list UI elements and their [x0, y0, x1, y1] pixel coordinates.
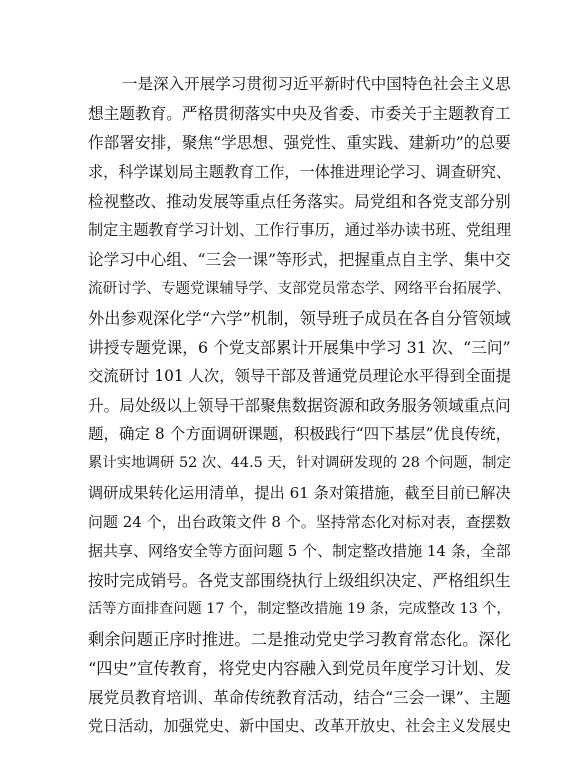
text-line: 据共享、网络安全等方面问题 5 个、制定整改措施 14 条，全部 [88, 542, 511, 560]
text-line: 讲授专题党课，6 个党支部累计开展集中学习 31 次、“三问” [88, 337, 511, 357]
text-line: 流研讨学、专题党课辅导学、支部党员常态学、网络平台拓展学、 [88, 280, 511, 298]
body-paragraph [88, 70, 513, 741]
text-line: 求，科学谋划局主题教育工作，一体推进理论学习、调查研究、 [88, 162, 512, 181]
text-line: 累计实地调研 52 次、44.5 天，针对调研发现的 28 个问题，制定 [88, 455, 511, 472]
text-line: “四史”宣传教育，将党史内容融入到党员年度学习计划、发 [88, 658, 511, 678]
text-line: 外出参观深化学“六学”机制，领导班子成员在各自分管领域 [88, 308, 511, 328]
text-line: 制定主题教育学习计划、工作行事历，通过举办读书班、党组理 [88, 220, 512, 239]
text-line: 党日活动，加强党史、新中国史、改革开放史、社会主义发展史 [88, 717, 512, 736]
text-line: 升。局处级以上领导干部聚焦数据资源和政务服务领域重点问 [88, 396, 511, 416]
text-line: 交流研讨 101 人次，领导干部及普通党员理论水平得到全面提 [88, 366, 512, 385]
text-line: 活等方面排查问题 17 个，制定整改措施 19 条，完成整改 13 个， [88, 601, 511, 618]
text-line: 按时完成销号。各党支部围绕执行上级组织决定、严格组织生 [88, 571, 511, 591]
text-line: 展党员教育培训、革命传统教育活动，结合“三会一课”、主题 [88, 687, 511, 707]
text-line: 调研成果转化运用清单，提出 61 条对策措施，截至目前已解决 [88, 483, 511, 502]
text-line: 一是深入开展学习贯彻习近平新时代中国特色社会主义思 [122, 75, 511, 93]
text-line: 问题 24 个，出台政策文件 8 个。坚持常态化对标对表，查摆数 [88, 512, 511, 531]
text-line: 剩余问题正序时推进。二是推动党史学习教育常态化。深化 [88, 629, 511, 649]
text-line: 题，确定 8 个方面调研课题，积极践行“四下基层”优良传统， [88, 425, 512, 444]
text-line: 论学习中心组、“三会一课”等形式，把握重点自主学、集中交 [88, 250, 511, 270]
text-line: 检视整改、推动发展等重点任务落实。局党组和各党支部分别 [88, 191, 511, 211]
text-line: 想主题教育。严格贯彻落实中央及省委、市委关于主题教育工 [88, 104, 511, 124]
text-line: 作部署安排，聚焦“学思想、强党性、重实践、建新功”的总要 [88, 133, 511, 153]
